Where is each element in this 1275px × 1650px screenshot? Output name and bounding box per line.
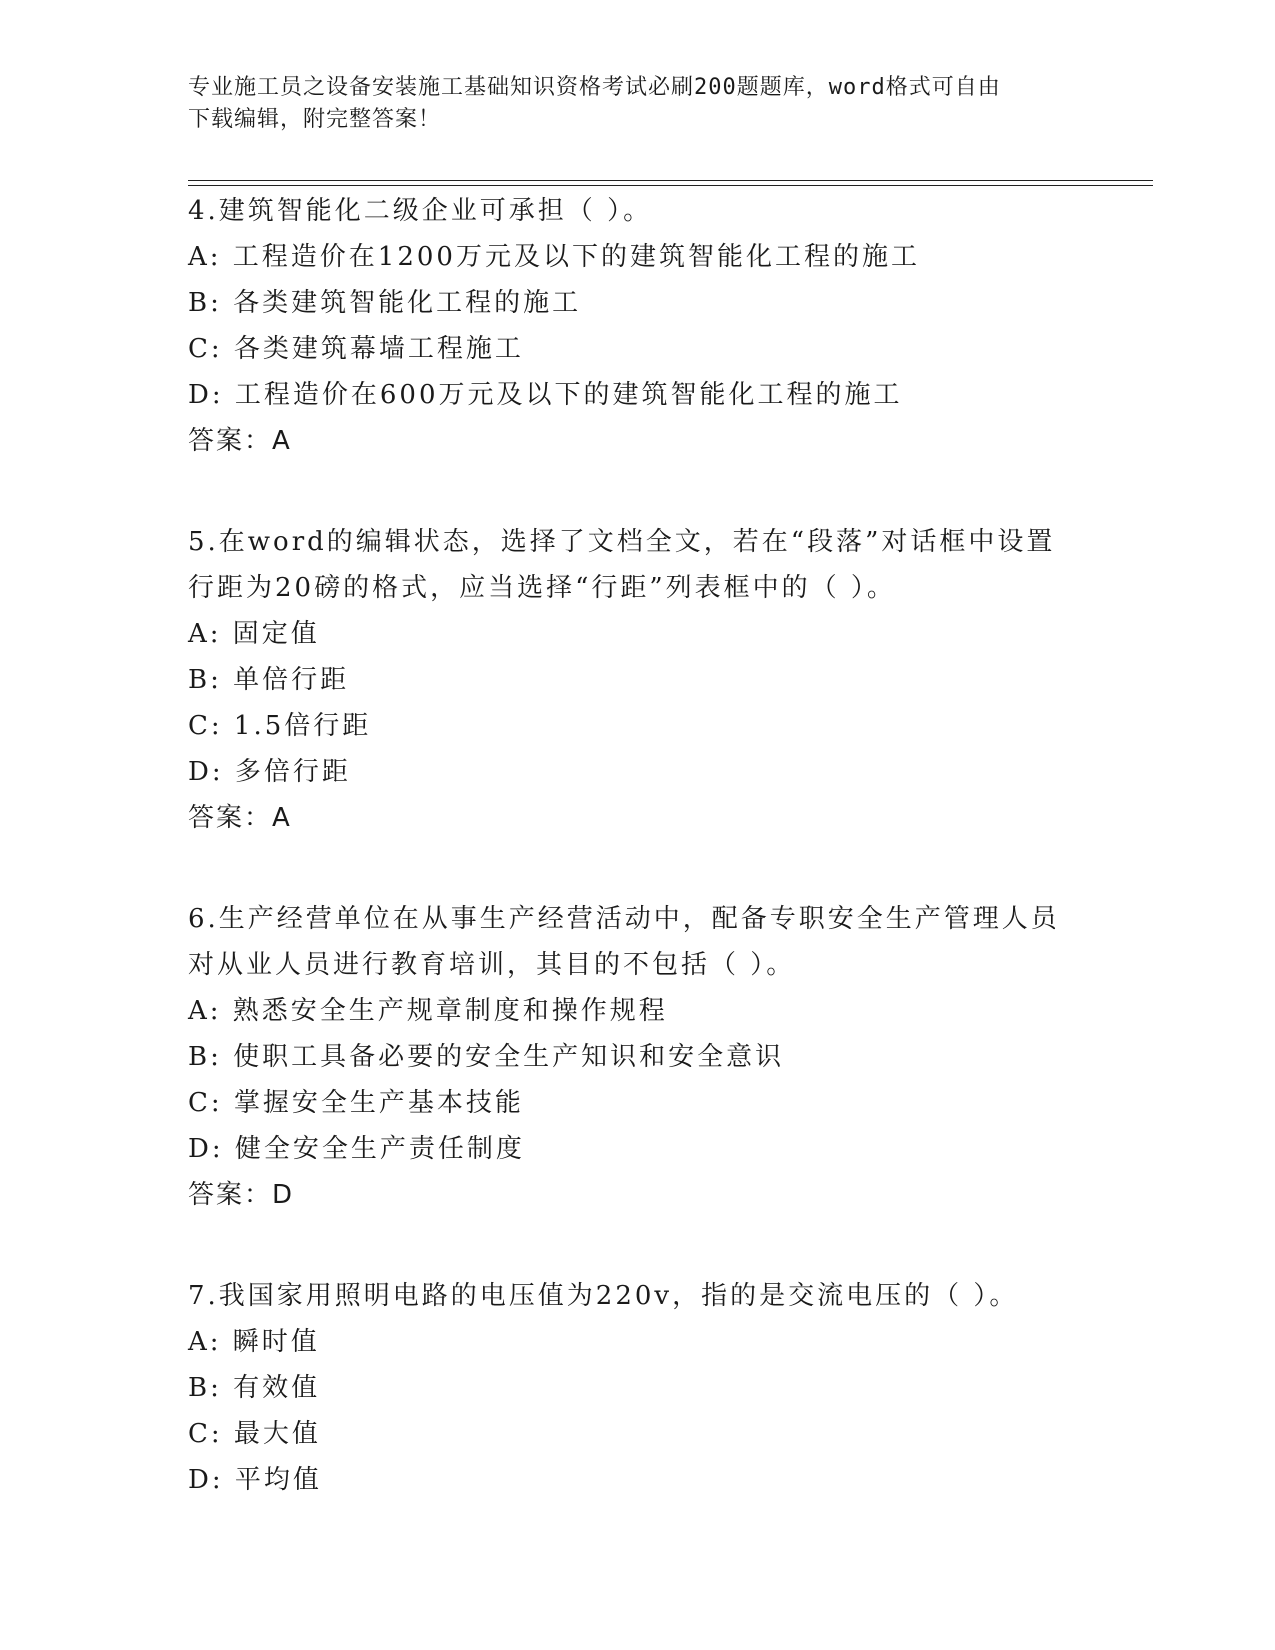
question-7 (188, 1273, 1148, 1503)
option-c: C: 掌握安全生产基本技能 (188, 1088, 524, 1118)
header-title-line-2: 下载编辑，附完整答案！ (188, 107, 442, 132)
document-header (188, 72, 1068, 136)
question-stem: 4.建筑智能化二级企业可承担（ ）。 (188, 196, 653, 226)
header-title-line-1: 专业施工员之设备安装施工基础知识资格考试必刷200题题库，word格式可自由 (188, 75, 1001, 100)
question-5 (188, 519, 1148, 841)
option-c: C: 各类建筑幕墙工程施工 (188, 334, 524, 364)
option-d: D: 健全安全生产责任制度 (188, 1134, 525, 1164)
question-list (188, 188, 1148, 1558)
option-c: C: 最大值 (188, 1419, 321, 1449)
answer: 答案：A (188, 803, 292, 833)
option-d: D: 平均值 (188, 1465, 322, 1495)
option-b: B: 单倍行距 (188, 665, 350, 695)
option-d: D: 多倍行距 (188, 757, 351, 787)
option-d: D: 工程造价在600万元及以下的建筑智能化工程的施工 (188, 380, 903, 410)
option-a: A: 固定值 (188, 619, 320, 649)
answer: 答案：D (188, 1180, 295, 1210)
option-b: B: 使职工具备必要的安全生产知识和安全意识 (188, 1042, 785, 1072)
option-a: A: 瞬时值 (188, 1327, 320, 1357)
option-b: B: 各类建筑智能化工程的施工 (188, 288, 582, 318)
option-a: A: 工程造价在1200万元及以下的建筑智能化工程的施工 (188, 242, 920, 272)
option-c: C: 1.5倍行距 (188, 711, 372, 741)
question-6 (188, 896, 1148, 1218)
question-stem-continued: 行距为20磅的格式，应当选择“行距”列表框中的（ ）。 (188, 573, 896, 603)
question-stem: 5.在word的编辑状态，选择了文档全文，若在“段落”对话框中设置 (188, 527, 1056, 557)
question-4 (188, 188, 1148, 464)
question-stem: 6.生产经营单位在从事生产经营活动中，配备专职安全生产管理人员 (188, 904, 1060, 934)
option-a: A: 熟悉安全生产规章制度和操作规程 (188, 996, 668, 1026)
question-stem-continued: 对从业人员进行教育培训，其目的不包括（ ）。 (188, 950, 796, 980)
header-divider-top (188, 180, 1153, 181)
question-stem: 7.我国家用照明电路的电压值为220v，指的是交流电压的（ ）。 (188, 1281, 1019, 1311)
option-b: B: 有效值 (188, 1373, 321, 1403)
answer: 答案：A (188, 426, 292, 456)
header-divider-bottom (188, 185, 1153, 186)
